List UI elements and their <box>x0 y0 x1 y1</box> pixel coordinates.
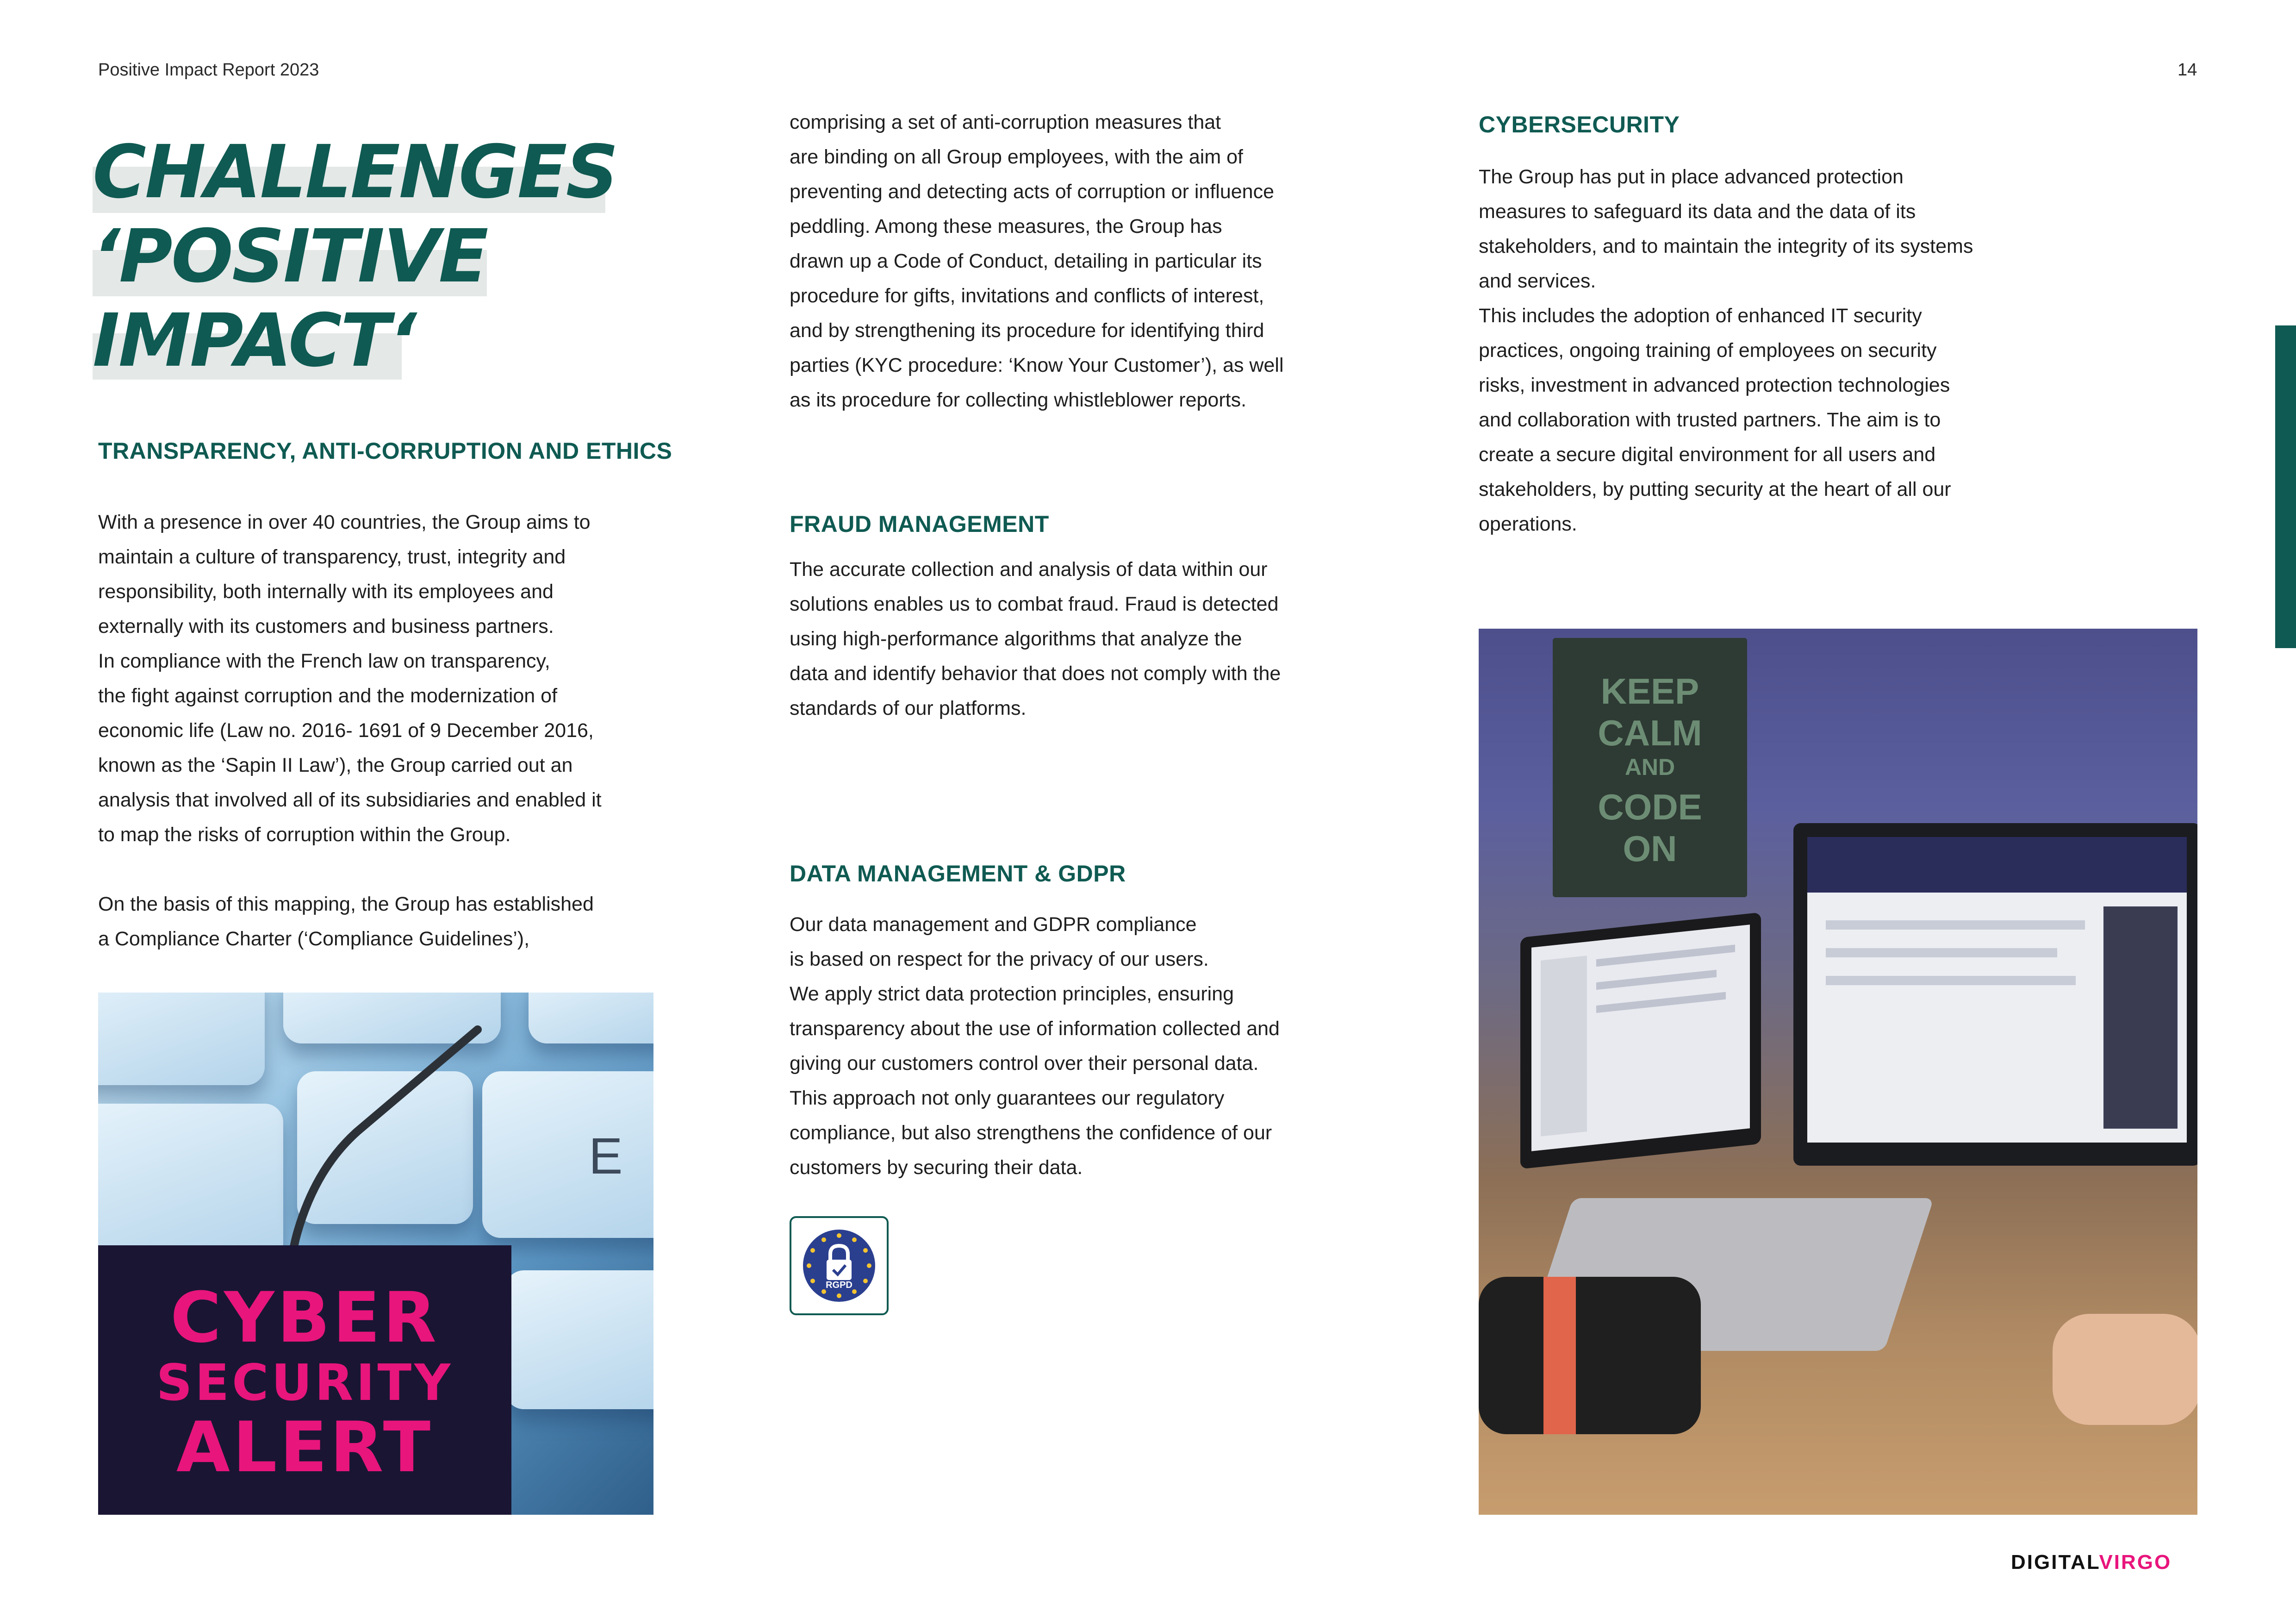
fraud-body <box>790 552 1363 726</box>
text-line: procedure for gifts, invitations and conflicts of interest, <box>790 285 1264 307</box>
cyber-security-alert-image <box>98 993 653 1515</box>
transparency-heading: TRANSPARENCY, ANTI-CORRUPTION AND ETHICS <box>98 438 672 464</box>
text-line: standards of our platforms. <box>790 697 1027 719</box>
title-line-2: ‘POSITIVE <box>93 214 487 299</box>
text-line: to map the risks of corruption within the Group. <box>98 824 511 846</box>
desktop-monitor <box>1793 823 2197 1166</box>
text-line: On the basis of this mapping, the Group has established <box>98 893 594 915</box>
report-title: Positive Impact Report 2023 <box>98 60 319 80</box>
alert-line-security: SECURITY <box>156 1354 454 1412</box>
text-line: transparency about the use of information collected and <box>790 1018 1280 1040</box>
text-line: compliance, but also strengthens the confidence of our <box>790 1122 1272 1144</box>
office-workstation-image <box>1479 629 2197 1515</box>
eu-padlock-icon <box>791 1218 887 1313</box>
text-line: customers by securing their data. <box>790 1156 1083 1179</box>
text-line: analysis that involved all of its subsidiaries and enabled it <box>98 789 602 811</box>
keep-calm-poster <box>1553 638 1747 897</box>
fraud-heading: FRAUD MANAGEMENT <box>790 511 1049 537</box>
text-line: stakeholders, and to maintain the integrity of its systems <box>1479 235 1973 257</box>
text-line: a Compliance Charter (‘Compliance Guidelines’), <box>98 928 530 950</box>
gdpr-body <box>790 907 1363 1185</box>
text-line: economic life (Law no. 2016- 1691 of 9 December 2016, <box>98 719 594 742</box>
enter-key-label: E <box>589 1128 623 1185</box>
text-line: With a presence in over 40 countries, the Group aims to <box>98 511 591 533</box>
text-line: parties (KYC procedure: ‘Know Your Customer’), as well <box>790 354 1284 376</box>
text-line: practices, ongoing training of employees on security <box>1479 339 1937 362</box>
transparency-body <box>98 505 672 956</box>
poster-line: KEEP <box>1600 671 1699 712</box>
text-line: The accurate collection and analysis of data within our <box>790 558 1268 581</box>
poster-line: ON <box>1623 828 1677 869</box>
text-line: and by strengthening its procedure for identifying third <box>790 319 1264 342</box>
gdpr-heading: DATA MANAGEMENT & GDPR <box>790 861 1126 887</box>
text-line: known as the ‘Sapin II Law’), the Group carried out an <box>98 754 573 776</box>
digital-virgo-logo <box>2011 1551 2172 1574</box>
title-line-3: IMPACT‘ <box>93 298 416 383</box>
text-line: responsibility, both internally with its employees and <box>98 581 554 603</box>
logo-virgo: VIRGO <box>2099 1551 2172 1574</box>
text-line: is based on respect for the privacy of our users. <box>790 948 1209 970</box>
text-line: We apply strict data protection principles, ensuring <box>790 983 1234 1005</box>
text-line: This approach not only guarantees our regulatory <box>790 1087 1225 1109</box>
text-line: giving our customers control over their personal data. <box>790 1052 1259 1074</box>
text-line: The Group has put in place advanced protection <box>1479 166 1904 188</box>
text-line: using high-performance algorithms that analyze the <box>790 628 1242 650</box>
laptop <box>1520 912 1761 1169</box>
cyber-security-alert-banner <box>98 1245 511 1515</box>
poster-line: CALM <box>1598 712 1702 753</box>
title-line-1: CHALLENGES <box>93 130 617 215</box>
logo-digital: DIGITAL <box>2011 1551 2099 1574</box>
text-line: solutions enables us to combat fraud. Fraud is detected <box>790 593 1279 615</box>
rgpd-badge <box>790 1216 889 1315</box>
cybersecurity-heading: CYBERSECURITY <box>1479 112 1680 137</box>
text-line: measures to safeguard its data and the data of its <box>1479 200 1916 223</box>
text-line: stakeholders, by putting security at the heart of all our <box>1479 478 1951 500</box>
text-line: and collaboration with trusted partners. The aim is to <box>1479 409 1941 431</box>
text-line: drawn up a Code of Conduct, detailing in particular its <box>790 250 1262 272</box>
text-line: the fight against corruption and the modernization of <box>98 685 558 707</box>
alert-line-alert: ALERT <box>176 1407 434 1488</box>
side-tab-marker <box>2275 325 2296 648</box>
text-line: as its procedure for collecting whistleblower reports. <box>790 389 1247 411</box>
text-line: peddling. Among these measures, the Group has <box>790 215 1222 237</box>
text-line: are binding on all Group employees, with the aim of <box>790 146 1243 168</box>
text-line: and services. <box>1479 270 1596 292</box>
text-line: Our data management and GDPR compliance <box>790 913 1197 936</box>
text-line: preventing and detecting acts of corruption or influence <box>790 181 1274 203</box>
text-line: risks, investment in advanced protection technologies <box>1479 374 1950 396</box>
alert-line-cyber: CYBER <box>170 1278 439 1358</box>
page-number: 14 <box>2178 60 2197 80</box>
rgpd-label: RGPD <box>826 1280 852 1290</box>
text-line: comprising a set of anti-corruption measures that <box>790 111 1221 133</box>
text-line: operations. <box>1479 513 1577 535</box>
text-line: externally with its customers and business partners. <box>98 615 554 637</box>
text-line: This includes the adoption of enhanced IT security <box>1479 305 1922 327</box>
text-line: In compliance with the French law on transparency, <box>98 650 550 672</box>
text-line: create a secure digital environment for all users and <box>1479 443 1936 466</box>
poster-line: CODE <box>1598 787 1702 827</box>
continuation-body <box>790 105 1363 418</box>
hand-with-pen <box>2053 1314 2197 1425</box>
text-line: data and identify behavior that does not comply with the <box>790 662 1281 685</box>
poster-line: AND <box>1624 754 1675 780</box>
text-line: maintain a culture of transparency, trust, integrity and <box>98 546 566 568</box>
lunchbox <box>1479 1277 1701 1434</box>
cybersecurity-body <box>1479 160 2053 542</box>
